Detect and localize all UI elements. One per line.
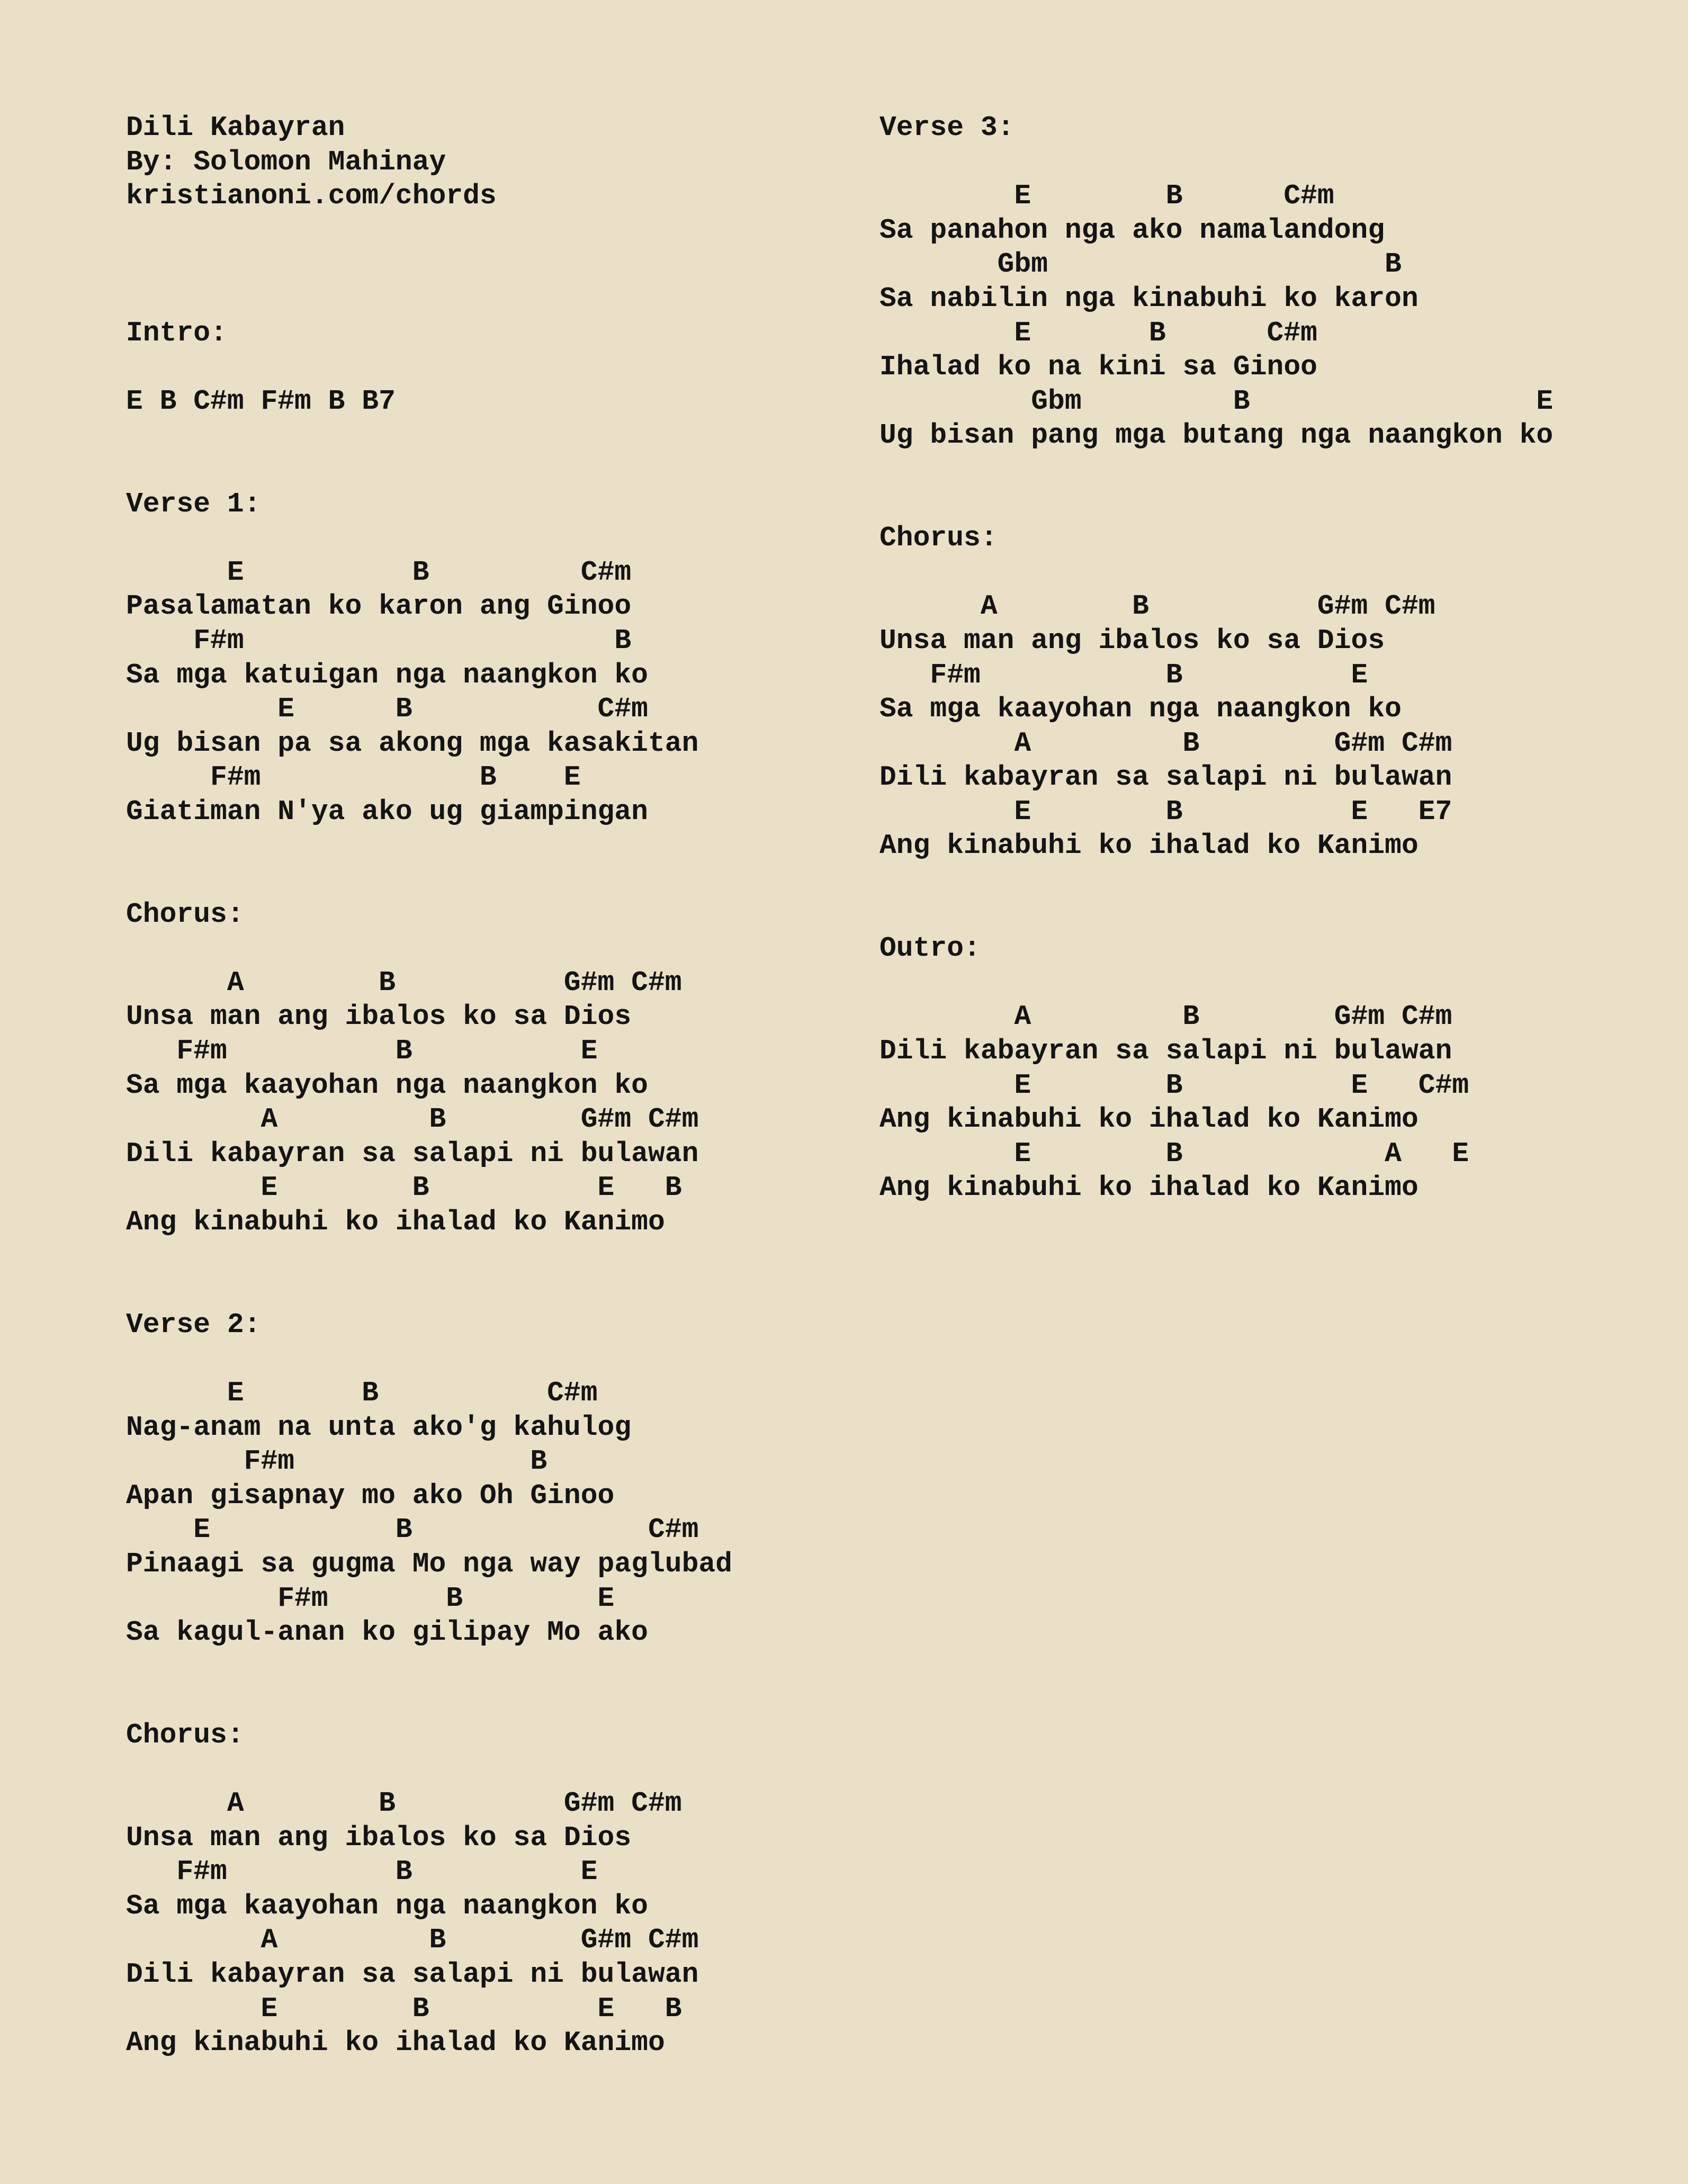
song-line: A B G#m C#m — [126, 1924, 699, 1956]
song-line: F#m B — [126, 1445, 547, 1478]
song-line: E B C#m — [126, 1377, 598, 1409]
song-line: E B E E7 — [879, 795, 1452, 828]
song-line — [126, 1752, 732, 1787]
song-line: E B C#m — [126, 693, 648, 725]
song-line: Ihalad ko na kini sa Ginoo — [879, 351, 1317, 383]
song-line: Chorus: — [879, 522, 998, 554]
song-line: Dili kabayran sa salapi ni bulawan — [879, 761, 1452, 794]
song-line: Intro: — [126, 317, 227, 349]
song-line: Dili kabayran sa salapi ni bulawan — [126, 1958, 699, 1991]
song-line: Chorus: — [126, 898, 244, 930]
song-line — [879, 897, 1553, 932]
song-line: Gbm B — [879, 248, 1402, 281]
song-line: Unsa man ang ibalos ko sa Dios — [126, 1001, 632, 1033]
song-line: E B E B — [126, 1992, 682, 2025]
song-line: Dili Kabayran — [126, 112, 345, 143]
song-line: Dili kabayran sa salapi ni bulawan — [126, 1137, 699, 1170]
song-line — [126, 418, 732, 453]
song-line — [879, 966, 1553, 1000]
song-line: kristianoni.com/chords — [126, 180, 497, 212]
song-line: F#m B E — [126, 1035, 598, 1067]
song-line: Ang kinabuhi ko ihalad ko Kanimo — [879, 1172, 1418, 1204]
song-line: Dili kabayran sa salapi ni bulawan — [879, 1035, 1452, 1067]
song-line: A B G#m C#m — [879, 590, 1435, 623]
song-line: Verse 3: — [879, 112, 1014, 143]
song-line — [126, 931, 732, 966]
song-line: F#m B E — [879, 659, 1368, 691]
song-line: Gbm B E — [879, 385, 1554, 417]
song-line: Unsa man ang ibalos ko sa Dios — [879, 624, 1385, 657]
song-line: Sa panahon nga ako namalandong — [879, 214, 1385, 246]
song-line: Ug bisan pa sa akong mga kasakitan — [126, 727, 699, 759]
song-line: Ang kinabuhi ko ihalad ko Kanimo — [126, 2027, 665, 2059]
song-line: Sa mga kaayohan nga naangkon ko — [126, 1890, 648, 1922]
song-line — [879, 487, 1553, 522]
song-line — [126, 1684, 732, 1718]
song-line: Ug bisan pang mga butang nga naangkon ko — [879, 419, 1554, 452]
song-line — [879, 145, 1553, 179]
song-line: Sa mga katuigan nga naangkon ko — [126, 659, 648, 691]
song-line — [879, 555, 1553, 590]
song-line — [126, 521, 732, 555]
song-line: A B G#m C#m — [879, 1001, 1452, 1033]
song-line: E B A E — [879, 1137, 1469, 1170]
song-line — [126, 213, 732, 248]
song-line: E B C#m — [879, 317, 1317, 349]
song-line — [126, 1273, 732, 1308]
song-line — [126, 350, 732, 384]
song-line: Nag-anam na unta ako'g kahulog — [126, 1411, 632, 1443]
song-line: Pasalamatan ko karon ang Ginoo — [126, 590, 632, 623]
song-line: Verse 2: — [126, 1308, 261, 1341]
right-column — [879, 111, 1553, 1205]
song-line: A B G#m C#m — [126, 1787, 682, 1820]
song-line: A B G#m C#m — [879, 727, 1452, 759]
song-line: By: Solomon Mahinay — [126, 146, 446, 178]
song-line — [126, 247, 732, 282]
song-line — [126, 863, 732, 897]
song-line: Apan gisapnay mo ako Oh Ginoo — [126, 1479, 615, 1512]
song-line: E B C#m — [879, 180, 1334, 212]
song-line — [879, 453, 1553, 487]
left-column — [126, 111, 732, 2060]
song-line — [126, 1342, 732, 1376]
song-line: Ang kinabuhi ko ihalad ko Kanimo — [879, 1103, 1418, 1136]
song-line: F#m B E — [126, 761, 581, 794]
song-line: Pinaagi sa gugma Mo nga way paglubad — [126, 1548, 732, 1580]
song-line — [126, 282, 732, 316]
song-line: Chorus: — [126, 1719, 244, 1751]
song-line: Ang kinabuhi ko ihalad ko Kanimo — [879, 830, 1418, 862]
song-line: Verse 1: — [126, 488, 261, 520]
song-line: Ang kinabuhi ko ihalad ko Kanimo — [126, 1206, 665, 1238]
song-line: Unsa man ang ibalos ko sa Dios — [126, 1821, 632, 1854]
song-line: E B C#m F#m B B7 — [126, 385, 396, 417]
song-line — [126, 1650, 732, 1684]
song-line: E B C#m — [126, 1514, 699, 1546]
song-line — [126, 829, 732, 863]
song-line — [126, 1239, 732, 1274]
song-line: E B E C#m — [879, 1069, 1469, 1101]
song-line: Sa nabilin nga kinabuhi ko karon — [879, 282, 1418, 314]
song-line: E B E B — [126, 1172, 682, 1204]
song-line: F#m B E — [126, 1582, 615, 1614]
song-line: F#m B E — [126, 1856, 598, 1888]
song-line: Sa mga kaayohan nga naangkon ko — [126, 1069, 648, 1101]
song-line: Giatiman N'ya ako ug giampingan — [126, 795, 648, 828]
song-line: E B C#m — [126, 556, 632, 588]
song-line: A B G#m C#m — [126, 966, 682, 999]
song-line: Sa kagul-anan ko gilipay Mo ako — [126, 1616, 648, 1649]
song-line — [126, 453, 732, 487]
song-line: Sa mga kaayohan nga naangkon ko — [879, 693, 1402, 725]
song-line: Outro: — [879, 932, 981, 965]
song-line: A B G#m C#m — [126, 1103, 699, 1136]
song-line: F#m B — [126, 624, 632, 657]
song-line — [879, 863, 1553, 897]
